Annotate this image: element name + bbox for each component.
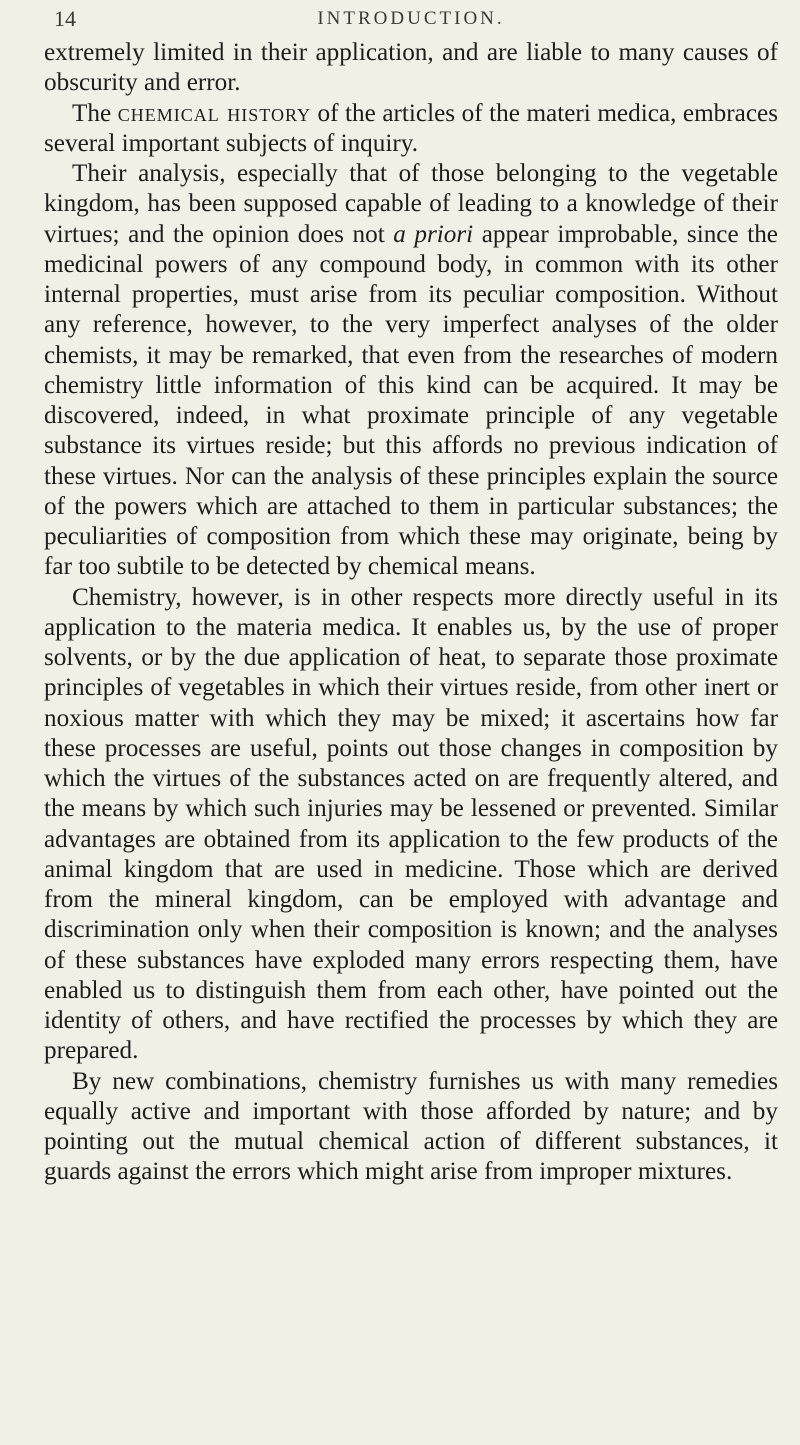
paragraph-text-before-italic: Their analysis, especially that of those belonging to the vegetable kingdom, has been supposed capable of leading to a knowledge of their virtues; and the opinion does not xyxy=(44,160,778,248)
paragraph-chemistry-usefulness xyxy=(44,583,778,1067)
paragraph-chemical-history xyxy=(44,99,778,160)
paragraph-new-combinations xyxy=(44,1067,778,1188)
paragraph-continuation xyxy=(44,38,778,99)
running-head: INTRODUCTION. xyxy=(317,8,505,29)
paragraph-analysis xyxy=(44,159,778,583)
paragraph-text: extremely limited in their application, and are liable to many causes of obscurity and error. xyxy=(44,39,778,97)
paragraph-text: Chemistry, however, is in other respects more directly useful in its application to the materia medica. It enables us, by the use of proper solvents, or by the due application of heat, to separate those proximate principles of vegetables in which their virtues reside, from other inert or noxious matter with which they may be mixed; it ascertains how far these processes are useful, points out those changes in composition by which the virtues of the substances acted on are frequently altered, and the means by which such injuries may be lessened or prevented. Similar advantages are obtained from its application to the few products of the animal kingdom that are used in medicine. Those which are derived from the mineral kingdom, can be employed with advantage and discrimination only when their composition is known; and the analyses of these substances have exploded many errors respecting them, have enabled us to distinguish them from each other, have pointed out the identity of others, and have rectified the processes by which they are prepared. xyxy=(44,583,778,1065)
paragraph-text: of the articles of the materi medica, embraces several important subjects of inquiry. xyxy=(44,99,778,157)
page-number: 14 xyxy=(54,6,76,31)
paragraph-text-after-italic: appear improbable, since the medicinal powers of any compound body, in common with its other internal properties, must arise from its peculiar composition. Without any reference, however, to the very imperfect analyses of the older chemists, it may be remarked, that even from the researches of modern chemistry little information of this kind can be acquired. It may be discovered, indeed, in what proximate principle of any vegetable substance its virtues reside; but this affords no previous indication of these virtues. Nor can the analysis of these principles explain the source of the powers which are attached to them in particular substances; the peculiarities of composition from which these may originate, being by far too subtile to be detected by chemical means. xyxy=(44,220,778,581)
paragraph-prefix: The xyxy=(72,99,118,127)
paragraph-text: By new combinations, chemistry furnishes us with many remedies equally active and important with those afforded by nature; and by pointing out the mutual chemical action of different substances, it guards against the errors which might arise from improper mixtures. xyxy=(44,1067,778,1186)
page-header xyxy=(44,4,778,38)
body-text xyxy=(44,38,778,1188)
italic-term: a priori xyxy=(393,220,474,248)
small-caps-term: chemical history xyxy=(117,99,311,127)
